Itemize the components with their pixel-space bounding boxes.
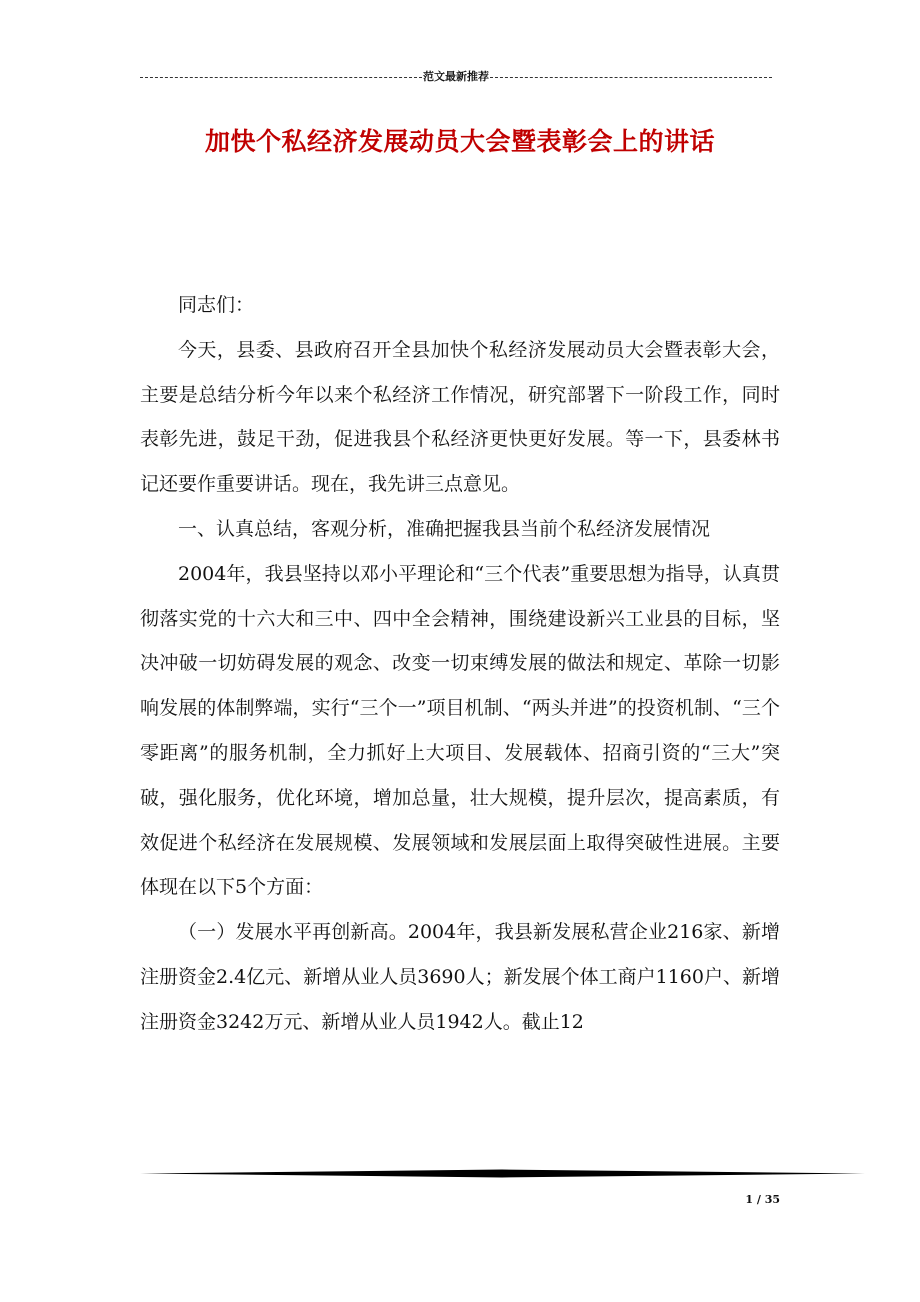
document-body [140,283,780,1045]
document-title: 加快个私经济发展动员大会暨表彰会上的讲话 [204,127,715,156]
header-label: 范文最新推荐 [423,70,489,83]
paragraph-salutation: 同志们： [178,294,255,316]
header-rule [140,68,772,84]
paragraph-intro: 今天，县委、县政府召开全县加快个私经济发展动员大会暨表彰大会，主要是总结分析今年以来个私经济工作情况，研究部署下一阶段工作，同时表彰先进，鼓足干劲，促进我县个私经济更快更好发展。等一下，县委林书记还要作重要讲话。现在，我先讲三点意见。 [140,338,780,496]
paragraph-point-one: （一）发展水平再创新高。2004年，我县新发展私营企业216家、新增注册资金2.4亿元、新增从业人员3690人；新发展个体工商户1160户、新增注册资金3242万元、新增从业人员1942人。截止12 [140,921,780,1033]
section-heading: 一、认真总结，客观分析，准确把握我县当前个私经济发展情况 [178,517,711,540]
paragraph-summary: 2004年，我县坚持以邓小平理论和“三个代表”重要思想为指导，认真贯彻落实党的十六大和三中、四中全会精神，围绕建设新兴工业县的目标，坚决冲破一切妨碍发展的观念、改变一切束缚发展的做法和规定、革除一切影响发展的体制弊端，实行“三个一”项目机制、“两头并进”的投资机制、“三个零距离”的服务机制，全力抓好上大项目、发展载体、招商引资的“三大”突破，强化服务，优化环境，增加总量，壮大规模，提升层次，提高素质，有效促进个私经济在发展规模、发展领域和发展层面上取得突破性进展。主要体现在以下5个方面： [140,562,780,899]
header-dash-right [490,77,772,78]
header-dash-left [140,77,422,78]
page-number: 1 / 35 [745,1193,780,1206]
footer-rule [140,1169,865,1178]
